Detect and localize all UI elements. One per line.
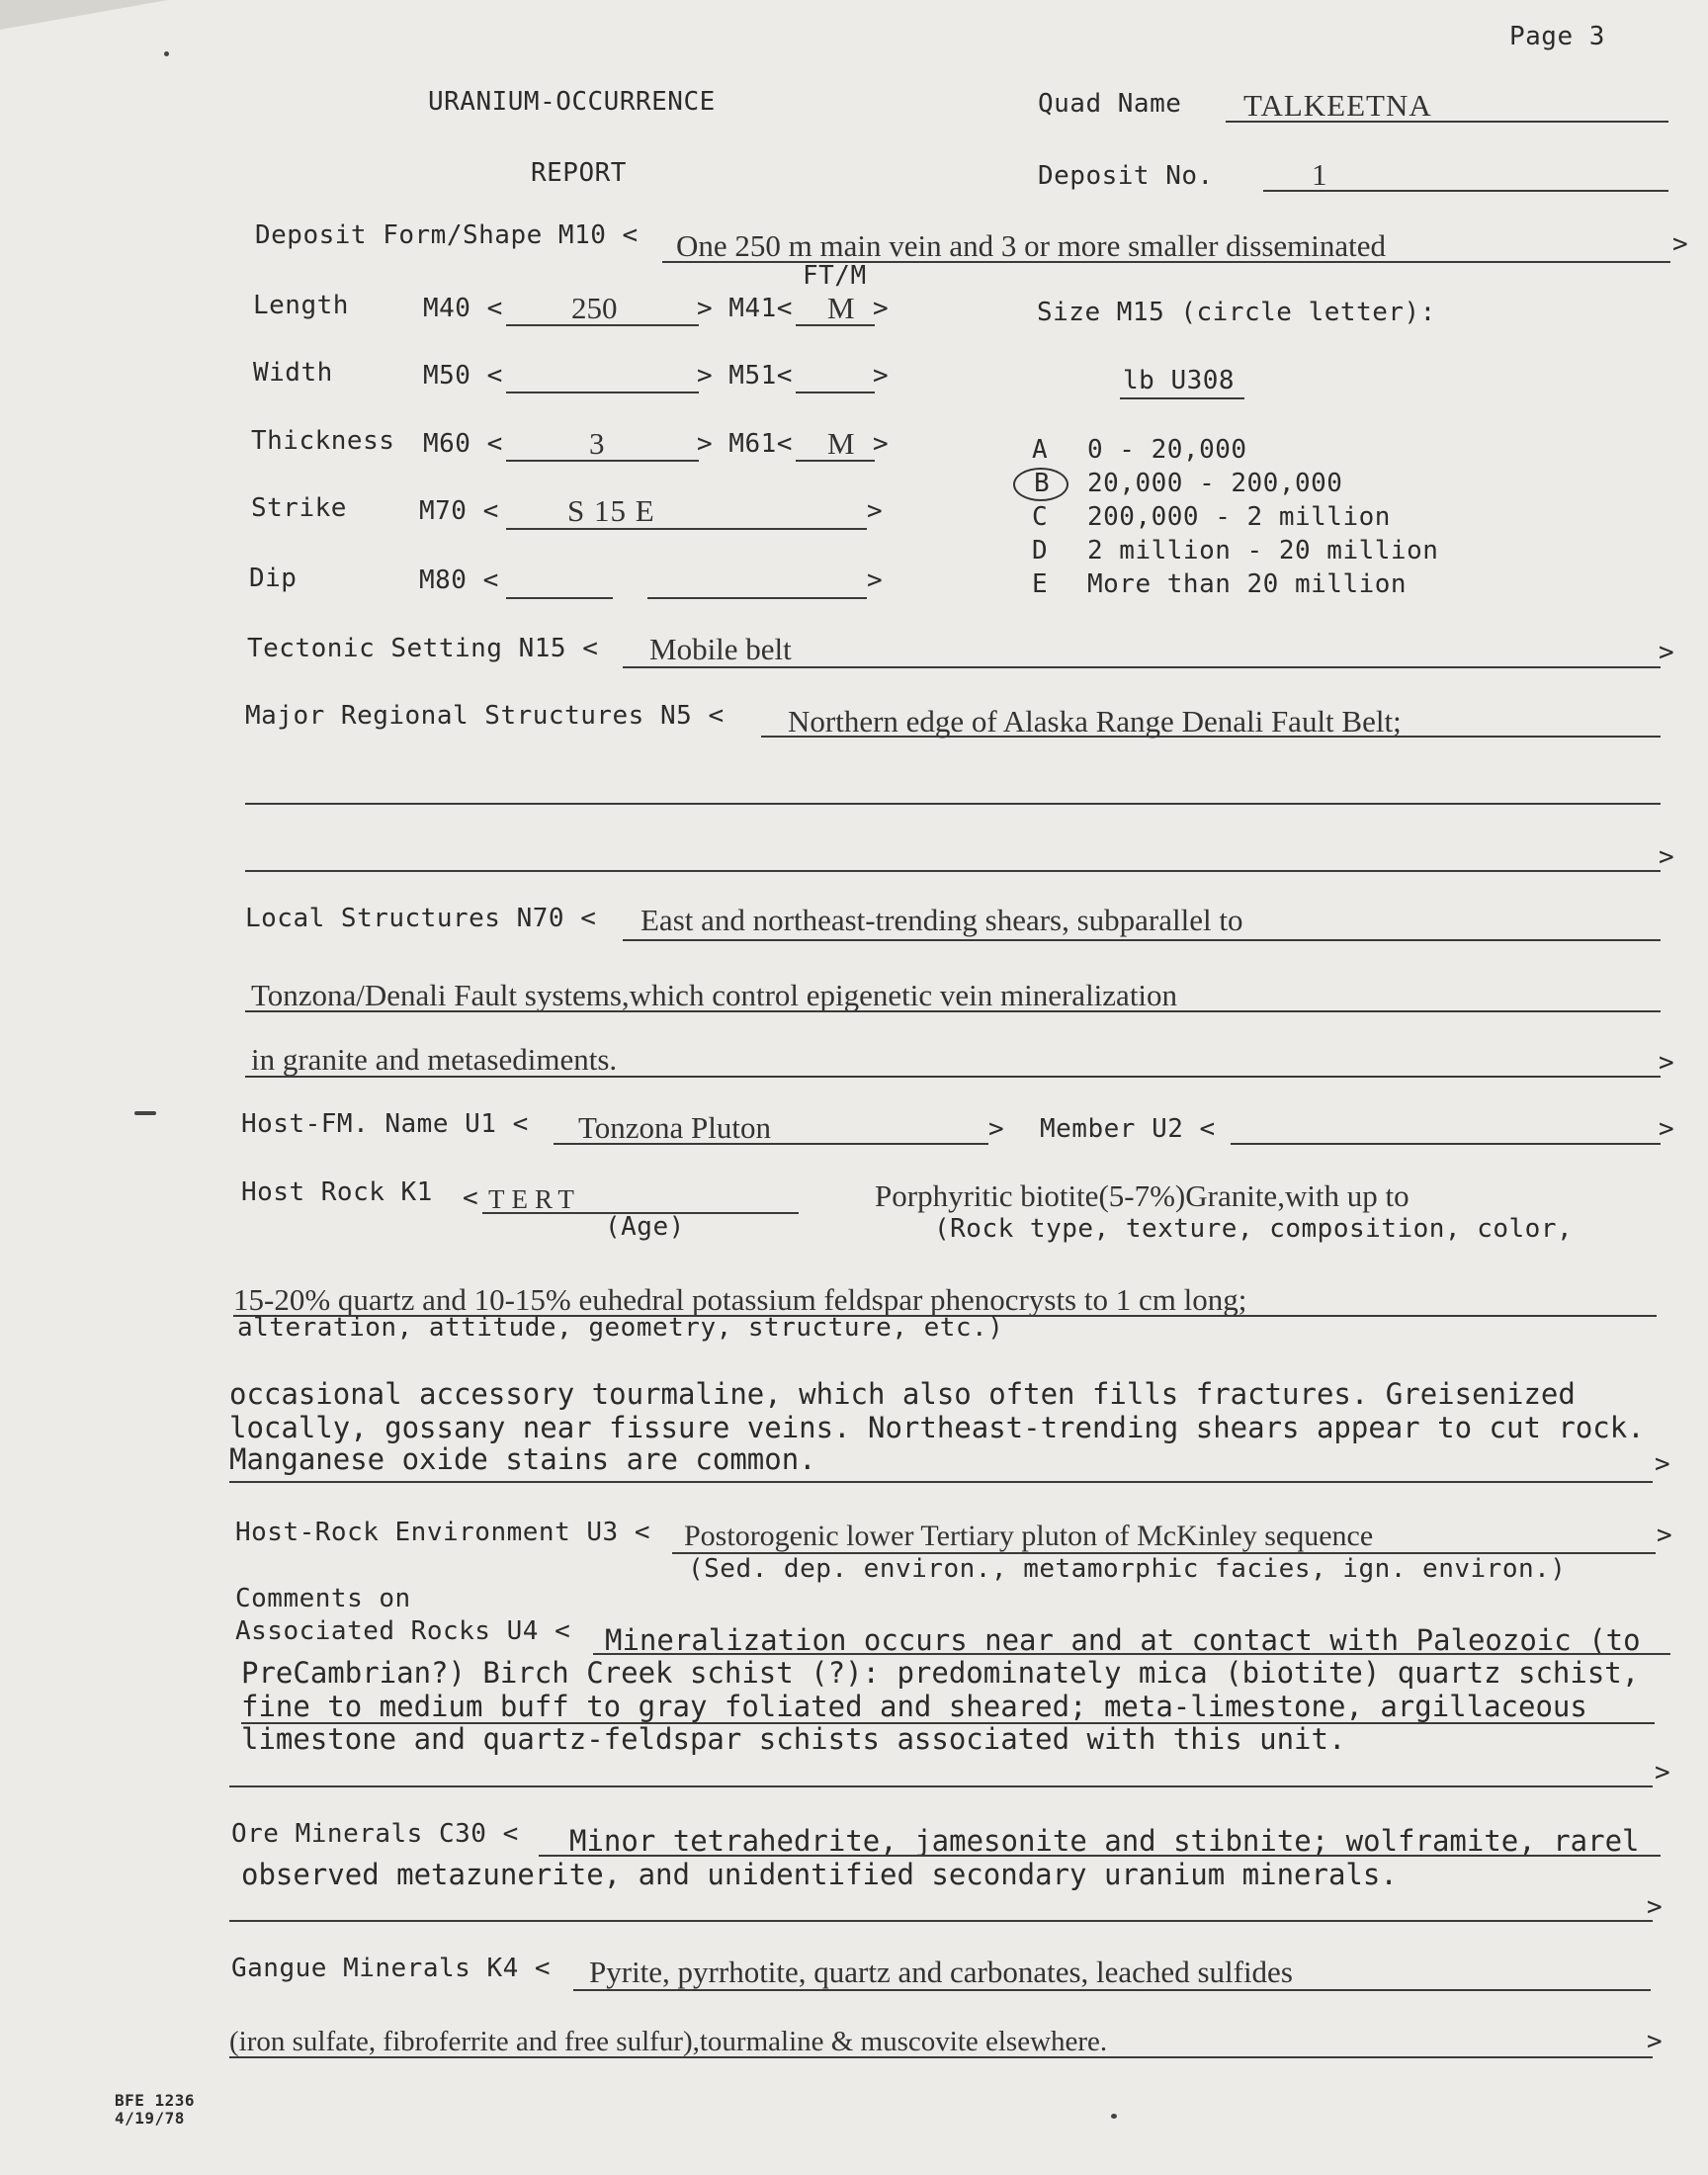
- dip-line-a: [506, 597, 613, 599]
- age-open: <: [463, 1183, 479, 1213]
- major-structures-line: [761, 736, 1661, 738]
- quad-name-value[interactable]: TALKEETNA: [1243, 88, 1432, 123]
- tectonic-close: >: [1659, 638, 1675, 667]
- tectonic-label: Tectonic Setting N15 <: [247, 634, 599, 663]
- selected-circle: [1013, 468, 1068, 501]
- footer-date: 4/19/78: [115, 2109, 185, 2128]
- local-structures-close: >: [1659, 1048, 1675, 1078]
- assoc-rocks-label-1: Comments on: [235, 1584, 411, 1613]
- assoc-rocks-underline-1: [593, 1653, 1670, 1655]
- member-label: Member U2 <: [1040, 1114, 1216, 1144]
- ftm-header: FT/M: [803, 261, 867, 291]
- tectonic-line: [623, 666, 1661, 668]
- deposit-form-value[interactable]: One 250 m main vein and 3 or more smaller disseminated: [676, 228, 1386, 263]
- deposit-no-label: Deposit No.: [1038, 161, 1214, 191]
- width-label: Width: [253, 358, 333, 388]
- length-value[interactable]: 250: [571, 291, 618, 325]
- thickness-close: >: [873, 429, 890, 459]
- local-structures-line-3[interactable]: in granite and metasediments.: [251, 1042, 618, 1077]
- local-structures-line-2[interactable]: Tonzona/Denali Fault systems,which control epigenetic vein mineralization: [251, 978, 1178, 1012]
- ore-minerals-line-2[interactable]: observed metazunerite, and unidentified secondary uranium minerals.: [241, 1858, 1398, 1891]
- deposit-no-line: [1263, 190, 1668, 192]
- host-rock-line-2[interactable]: 15-20% quartz and 10-15% euhedral potassium feldspar phenocrysts to 1 cm long;: [233, 1282, 1247, 1317]
- assoc-rocks-underline-5: [229, 1785, 1653, 1787]
- major-structures-close: >: [1659, 842, 1675, 872]
- width-mid: > M51<: [697, 361, 793, 391]
- size-letter-a[interactable]: A: [1032, 435, 1049, 465]
- deposit-no-value[interactable]: 1: [1312, 157, 1327, 192]
- major-structures-label: Major Regional Structures N5 <: [245, 701, 725, 731]
- thickness-unit[interactable]: M: [827, 426, 855, 461]
- ore-minerals-label: Ore Minerals C30 <: [231, 1819, 519, 1849]
- assoc-rocks-line-1[interactable]: Mineralization occurs near and at contact with Paleozoic (to: [605, 1623, 1641, 1657]
- size-letter-c[interactable]: C: [1032, 502, 1049, 532]
- assoc-rocks-line-2[interactable]: PreCambrian?) Birch Creek schist (?): predominately mica (biotite) quartz schist,: [241, 1656, 1640, 1690]
- local-structures-line-1[interactable]: East and northeast-trending shears, subparallel to: [640, 903, 1243, 937]
- gangue-close: >: [1647, 2027, 1664, 2056]
- gangue-label: Gangue Minerals K4 <: [231, 1954, 552, 1983]
- host-fm-value[interactable]: Tonzona Pluton: [578, 1110, 772, 1145]
- length-label: Length: [253, 291, 349, 320]
- scan-speck: [1111, 2114, 1117, 2119]
- host-fm-close: >: [988, 1114, 1005, 1144]
- gangue-underline-1: [573, 1989, 1651, 1991]
- host-env-close: >: [1657, 1521, 1673, 1550]
- member-close: >: [1659, 1114, 1675, 1144]
- size-range-a: 0 - 20,000: [1087, 435, 1247, 465]
- deposit-form-label: Deposit Form/Shape M10 <: [255, 220, 639, 250]
- major-structures-line-3: [245, 870, 1661, 872]
- size-letter-d[interactable]: D: [1032, 536, 1049, 566]
- local-structures-label: Local Structures N70 <: [245, 904, 597, 933]
- assoc-rocks-line-3[interactable]: fine to medium buff to gray foliated and sheared; meta-limestone, argillaceous: [241, 1690, 1587, 1723]
- rock-caption-2: alteration, attitude, geometry, structure, etc.): [237, 1313, 1004, 1343]
- length-close: >: [873, 294, 890, 323]
- tectonic-value[interactable]: Mobile belt: [649, 632, 792, 666]
- host-rock-line-3[interactable]: occasional accessory tourmaline, which also often fills fractures. Greisenized: [229, 1377, 1576, 1411]
- scan-speck: [164, 51, 169, 56]
- dip-close: >: [867, 566, 884, 595]
- host-env-value[interactable]: Postorogenic lower Tertiary pluton of McKinley sequence: [684, 1520, 1374, 1552]
- length-unit[interactable]: M: [827, 291, 855, 325]
- strike-code: M70 <: [419, 496, 499, 526]
- width-code: M50 <: [423, 361, 503, 391]
- host-rock-line-5[interactable]: Manganese oxide stains are common.: [229, 1442, 816, 1476]
- thickness-mid: > M61<: [697, 429, 793, 459]
- deposit-form-close: >: [1672, 229, 1689, 259]
- length-line: [506, 324, 699, 326]
- form-subtitle: REPORT: [531, 158, 627, 188]
- gangue-line-2[interactable]: (iron sulfate, fibroferrite and free sulfur),tourmaline & muscovite elsewhere.: [229, 2026, 1108, 2057]
- gangue-line-1[interactable]: Pyrite, pyrrhotite, quartz and carbonates, leached sulfides: [589, 1955, 1293, 1989]
- quad-name-label: Quad Name: [1038, 89, 1182, 119]
- assoc-rocks-line-4[interactable]: limestone and quartz-feldspar schists associated with this unit.: [241, 1722, 1346, 1756]
- local-structures-underline-2: [245, 1010, 1661, 1012]
- host-rock-underline-5: [229, 1481, 1653, 1483]
- assoc-rocks-label-2: Associated Rocks U4 <: [235, 1616, 571, 1646]
- age-caption: (Age): [605, 1212, 685, 1242]
- age-code[interactable]: TERT: [488, 1184, 581, 1214]
- ore-minerals-close: >: [1647, 1892, 1664, 1922]
- size-range-c: 200,000 - 2 million: [1087, 502, 1391, 532]
- size-range-e: More than 20 million: [1087, 569, 1408, 599]
- host-env-label: Host-Rock Environment U3 <: [235, 1518, 650, 1547]
- size-unit: lb U308: [1123, 366, 1236, 395]
- thickness-line: [506, 460, 699, 462]
- strike-label: Strike: [251, 493, 347, 523]
- dip-line-b: [647, 597, 867, 599]
- host-rock-label: Host Rock K1: [241, 1177, 433, 1207]
- assoc-rocks-close: >: [1655, 1758, 1671, 1787]
- page-number: Page 3: [1509, 22, 1605, 51]
- form-title: URANIUM-OCCURRENCE: [428, 87, 716, 117]
- folded-corner: [0, 0, 168, 30]
- host-fm-label: Host-FM. Name U1 <: [241, 1109, 529, 1139]
- size-label: Size M15 (circle letter):: [1037, 298, 1436, 327]
- dip-code: M80 <: [419, 566, 499, 595]
- thickness-unit-line: [796, 460, 875, 462]
- host-rock-line-4[interactable]: locally, gossany near fissure veins. Northeast-trending shears appear to cut rock.: [229, 1411, 1645, 1444]
- size-range-d: 2 million - 20 million: [1087, 536, 1439, 566]
- size-letter-e[interactable]: E: [1032, 569, 1049, 599]
- rock-caption-1: (Rock type, texture, composition, color,: [934, 1214, 1574, 1244]
- dip-label: Dip: [249, 564, 298, 593]
- member-line: [1231, 1143, 1661, 1145]
- host-rock-close: >: [1655, 1449, 1671, 1479]
- local-structures-underline-3: [245, 1076, 1661, 1078]
- thickness-label: Thickness: [251, 426, 395, 456]
- width-close: >: [873, 361, 890, 391]
- length-mid: > M41<: [697, 294, 793, 323]
- strike-line: [506, 528, 867, 530]
- ore-minerals-underline-1: [539, 1855, 1661, 1857]
- gangue-underline-2: [229, 2056, 1653, 2058]
- thickness-value[interactable]: 3: [589, 426, 605, 461]
- major-structures-value[interactable]: Northern edge of Alaska Range Denali Fault Belt;: [788, 704, 1402, 739]
- major-structures-line-2: [245, 803, 1661, 805]
- size-unit-underline: [1120, 397, 1244, 399]
- host-fm-line: [554, 1143, 988, 1145]
- length-code: M40 <: [423, 294, 503, 323]
- host-rock-line-1[interactable]: Porphyritic biotite(5-7%)Granite,with up to: [875, 1178, 1409, 1213]
- size-letter-b[interactable]: B: [1034, 469, 1051, 498]
- thickness-code: M60 <: [423, 429, 503, 459]
- length-unit-line: [796, 324, 875, 326]
- quad-name-line: [1226, 121, 1668, 123]
- ore-minerals-underline-3: [229, 1920, 1653, 1922]
- strike-close: >: [867, 496, 884, 526]
- local-structures-underline-1: [623, 939, 1661, 941]
- width-unit-line: [796, 392, 875, 393]
- strike-value[interactable]: S 15 E: [567, 493, 655, 528]
- width-line: [506, 392, 699, 393]
- size-range-b: 20,000 - 200,000: [1087, 469, 1343, 498]
- scan-mark: [134, 1111, 156, 1115]
- ore-minerals-line-1[interactable]: Minor tetrahedrite, jamesonite and stibnite; wolframite, rarel: [569, 1824, 1640, 1858]
- footer-form-id: BFE 1236: [115, 2091, 196, 2110]
- host-env-caption: (Sed. dep. environ., metamorphic facies, ign. environ.): [688, 1554, 1567, 1584]
